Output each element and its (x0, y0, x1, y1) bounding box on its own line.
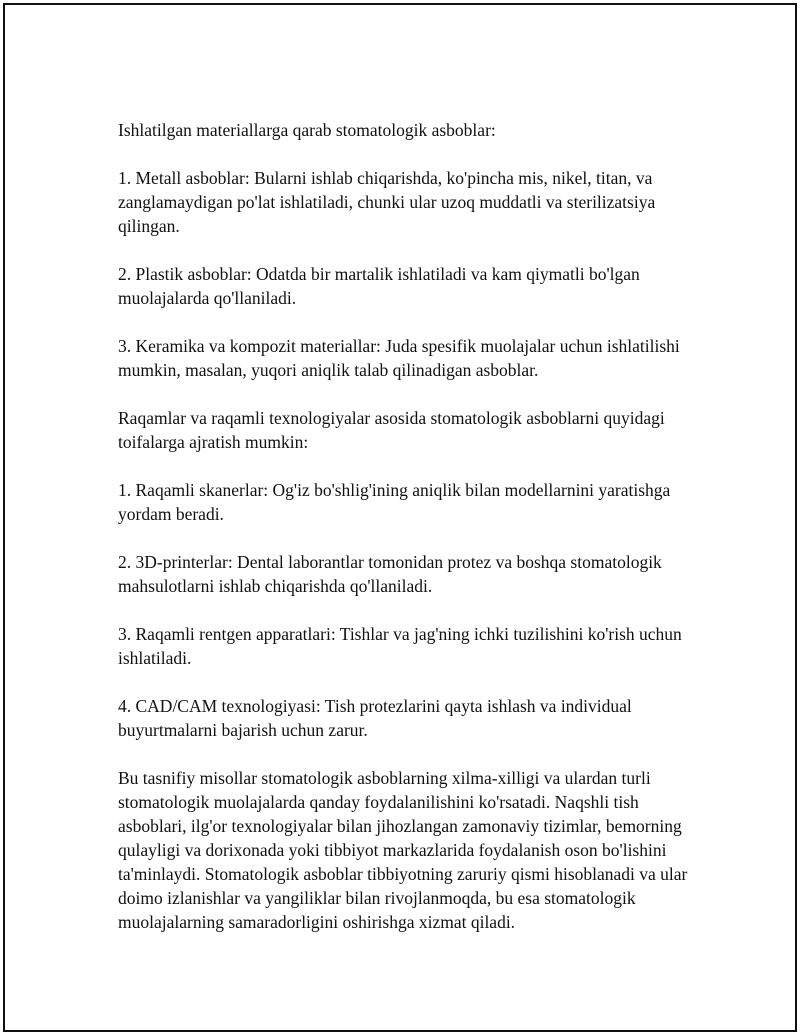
document-body (118, 118, 688, 934)
paragraph-cad-cam: 4. CAD/CAM texnologiyasi: Tish protezlarini qayta ishlash va individual buyurtmalarni bajarish uchun zarur. (118, 696, 632, 740)
paragraph-plastic-tools: 2. Plastik asboblar: Odatda bir martalik ishlatiladi va kam qiymatli bo'lgan muolajalarda qo'llaniladi. (118, 264, 640, 308)
paragraph-digital-scanners: 1. Raqamli skanerlar: Og'iz bo'shlig'ining aniqlik bilan modellarnini yaratishga yordam beradi. (118, 480, 671, 524)
paragraph-conclusion: Bu tasnifiy misollar stomatologik asboblarning xilma-xilligi va ulardan turli stomatologik muolajalarda qanday foydalanilishini ko'rsatadi. Naqshli tish asboblari, ilg'or texnologiyalar bilan jihozlangan zamonaviy tizimlar, bemorning qulayligi va dorixonada yoki tibbiyot markazlarida foydalanish oson bo'lishini ta'minlaydi. Stomatologik asboblar tibbiyotning zaruriy qismi hisoblanadi va ular doimo izlanishlar va yangiliklar bilan rivojlanmoqda, bu esa stomatologik muolajalarning samaradorligini oshirishga xizmat qiladi. (118, 768, 688, 932)
paragraph-heading-materials: Ishlatilgan materiallarga qarab stomatologik asboblar: (118, 120, 496, 140)
paragraph-3d-printers: 2. 3D-printerlar: Dental laborantlar tomonidan protez va boshqa stomatologik mahsulotlarni ishlab chiqarishda qo'llaniladi. (118, 552, 662, 596)
paragraph-heading-digital: Raqamlar va raqamli texnologiyalar asosida stomatologik asboblarni quyidagi toifalarga ajratish mumkin: (118, 408, 665, 452)
paragraph-ceramic-composite: 3. Keramika va kompozit materiallar: Juda spesifik muolajalar uchun ishlatilishi mumkin, masalan, yuqori aniqlik talab qilinadigan asboblar. (118, 336, 680, 380)
paragraph-metal-tools: 1. Metall asboblar: Bularni ishlab chiqarishda, ko'pincha mis, nikel, titan, va zanglamaydigan po'lat ishlatiladi, chunki ular uzoq muddatli va sterilizatsiya qilingan. (118, 168, 656, 236)
paragraph-digital-xray: 3. Raqamli rentgen apparatlari: Tishlar va jag'ning ichki tuzilishini ko'rish uchun ishlatiladi. (118, 624, 682, 668)
